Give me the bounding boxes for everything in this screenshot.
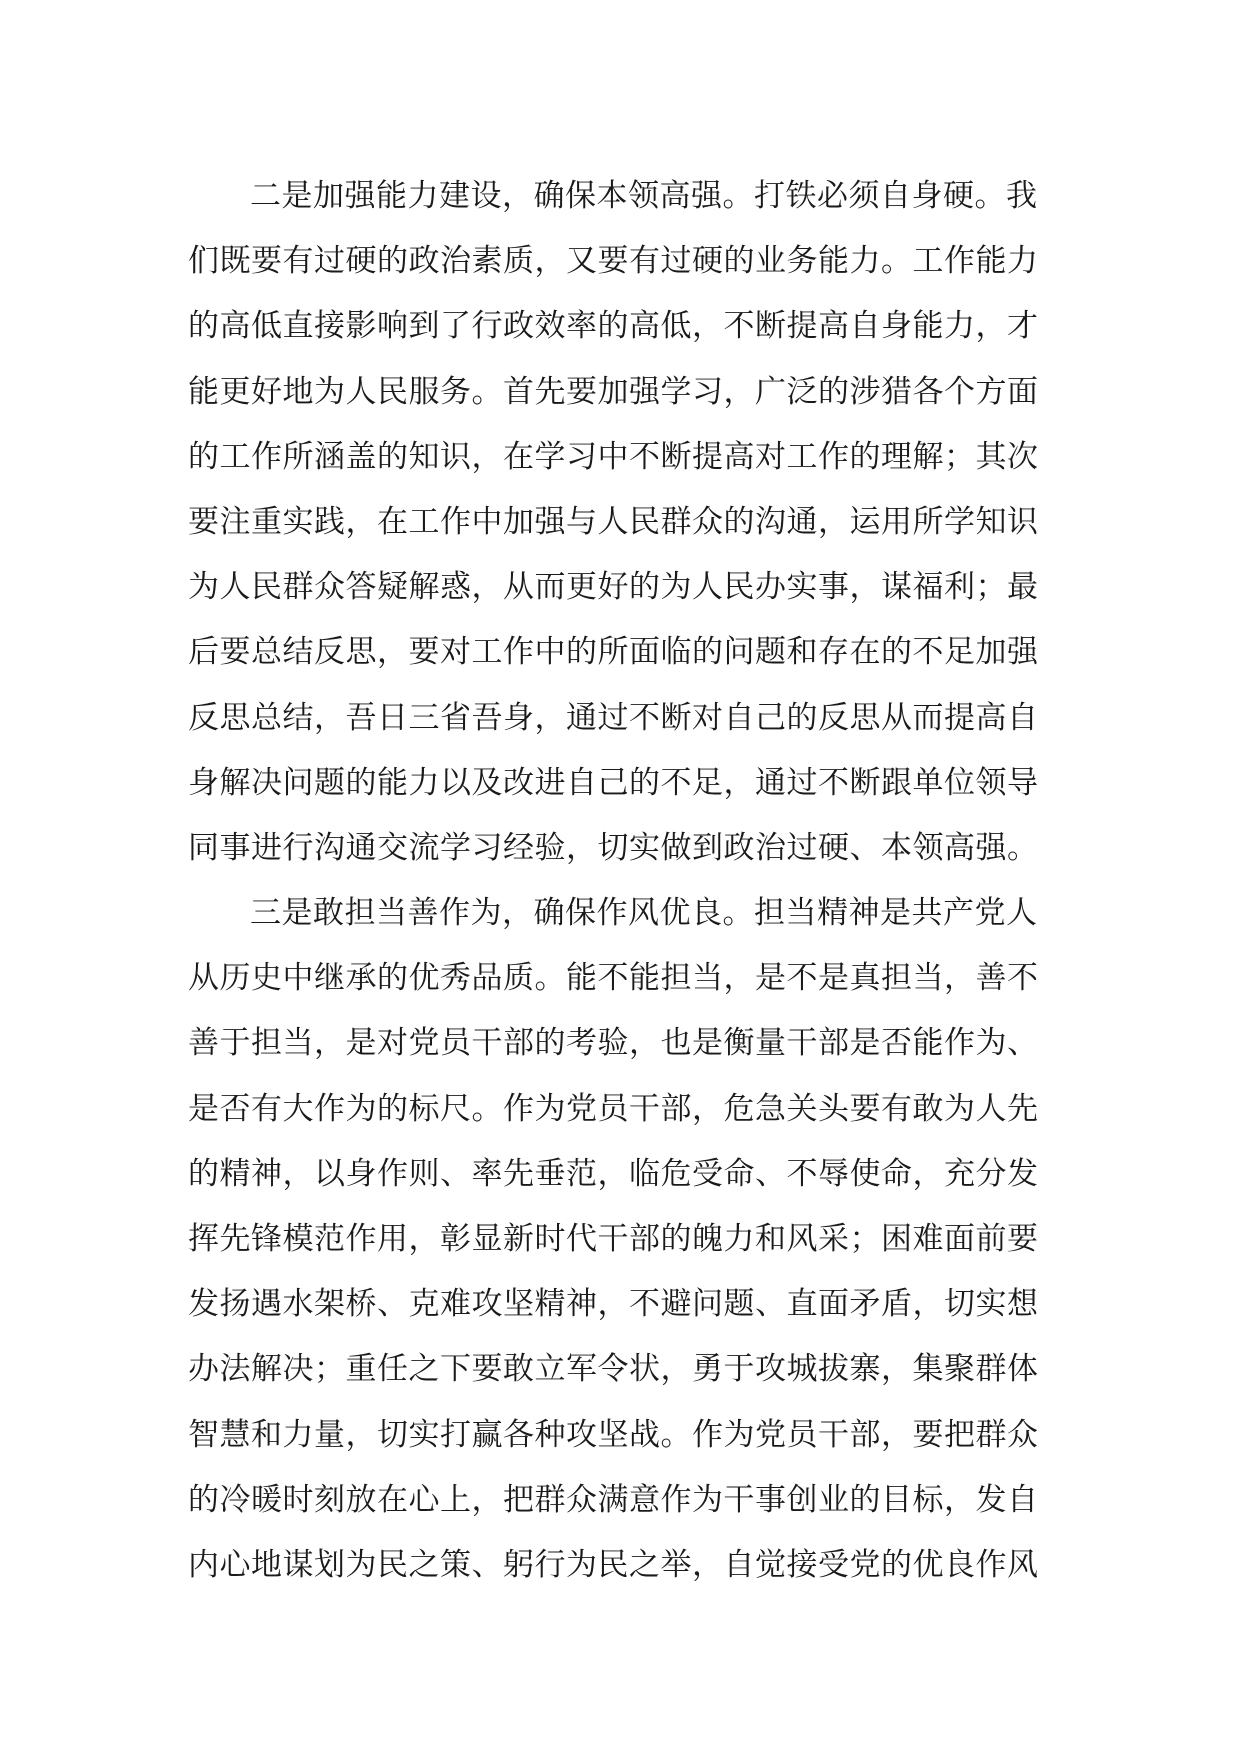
text-line: 智慧和力量，切实打赢各种攻坚战。作为党员干部，要把群众 — [188, 1416, 1039, 1453]
text-line: 的高低直接影响到了行政效率的高低，不断提高自身能力，才 — [188, 308, 1039, 345]
text-line: 的工作所涵盖的知识，在学习中不断提高对工作的理解；其次 — [188, 438, 1039, 475]
text-line: 的冷暖时刻放在心上，把群众满意作为干事创业的目标，发自 — [188, 1481, 1039, 1518]
text-line: 办法解决；重任之下要敢立军令状，勇于攻城拔寨，集聚群体 — [188, 1351, 1039, 1388]
text-line: 发扬遇水架桥、克难攻坚精神，不避问题、直面矛盾，切实想 — [188, 1286, 1039, 1323]
text-line: 们既要有过硬的政治素质，又要有过硬的业务能力。工作能力 — [188, 243, 1039, 280]
text-line: 同事进行沟通交流学习经验，切实做到政治过硬、本领高强。 — [188, 829, 1039, 866]
text-line: 能更好地为人民服务。首先要加强学习，广泛的涉猎各个方面 — [188, 373, 1039, 410]
text-line: 为人民群众答疑解惑，从而更好的为人民办实事，谋福利；最 — [188, 569, 1039, 606]
text-line: 从历史中继承的优秀品质。能不能担当，是不是真担当，善不 — [188, 960, 1039, 997]
text-line: 三是敢担当善作为，确保作风优良。担当精神是共产党人 — [250, 895, 1038, 932]
text-line: 内心地谋划为民之策、躬行为民之举，自觉接受党的优良作风 — [188, 1546, 1039, 1583]
text-line: 的精神，以身作则、率先垂范，临危受命、不辱使命，充分发 — [188, 1155, 1039, 1192]
document-body — [188, 164, 1056, 1598]
text-line: 后要总结反思，要对工作中的所面临的问题和存在的不足加强 — [188, 634, 1039, 671]
text-line: 身解决问题的能力以及改进自己的不足，通过不断跟单位领导 — [188, 764, 1039, 801]
paragraph-responsibility — [188, 881, 1056, 1598]
text-line: 反思总结，吾日三省吾身，通过不断对自己的反思从而提高自 — [188, 699, 1039, 736]
text-line: 要注重实践，在工作中加强与人民群众的沟通，运用所学知识 — [188, 503, 1039, 540]
paragraph-capability-building — [188, 164, 1056, 881]
text-line: 二是加强能力建设，确保本领高强。打铁必须自身硬。我 — [250, 178, 1038, 214]
text-line: 挥先锋模范作用，彰显新时代干部的魄力和风采；困难面前要 — [188, 1221, 1039, 1257]
text-line: 善于担当，是对党员干部的考验，也是衡量干部是否能作为、 — [188, 1025, 1039, 1062]
text-line: 是否有大作为的标尺。作为党员干部，危急关头要有敢为人先 — [188, 1090, 1039, 1127]
